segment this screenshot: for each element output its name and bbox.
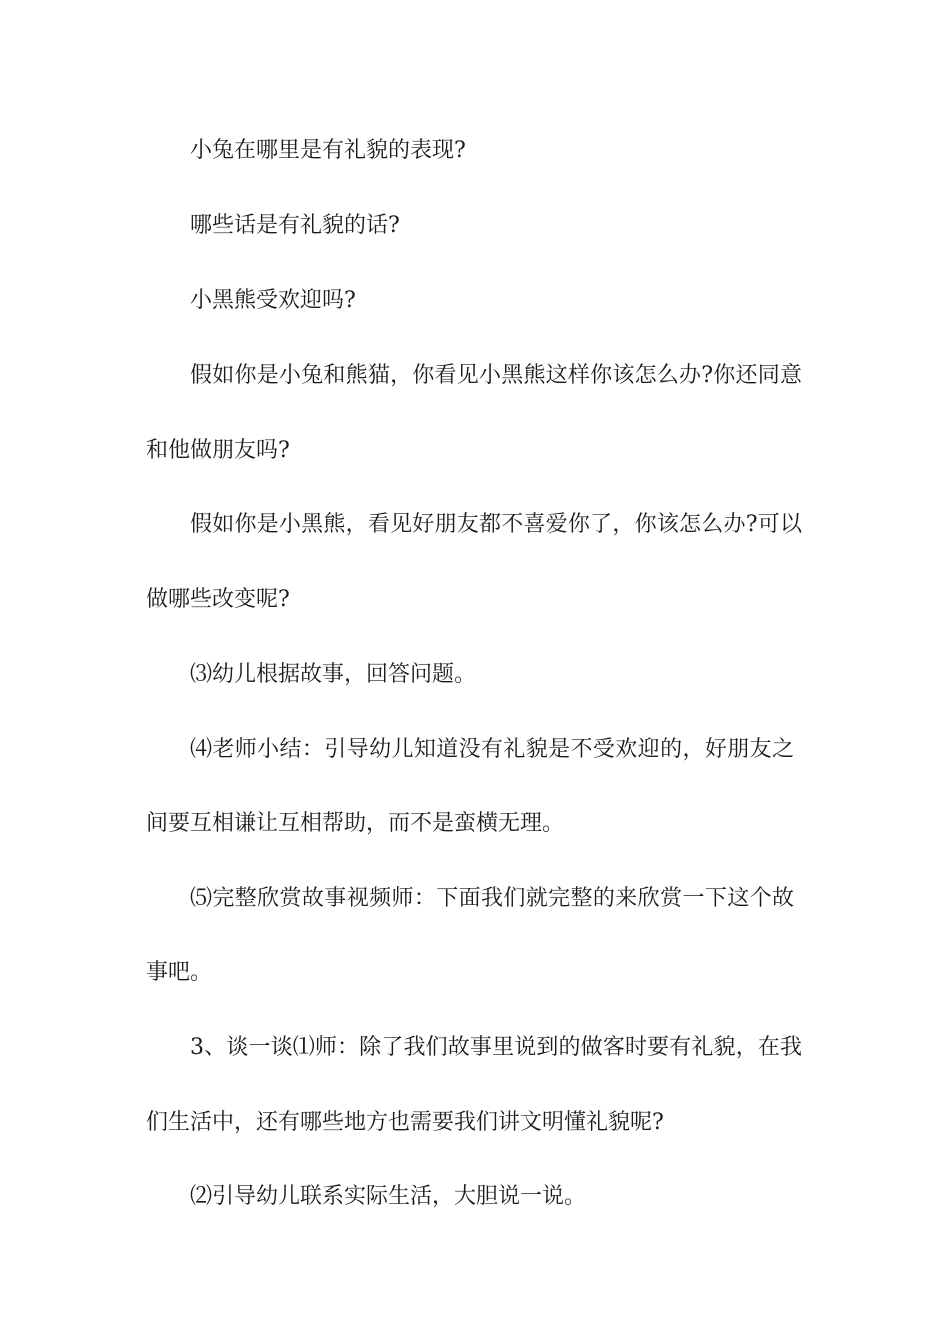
paragraph-line: 3、谈一谈⑴师：除了我们故事里说到的做客时要有礼貌，在我	[190, 1035, 802, 1060]
paragraph-line: 和他做朋友吗?	[146, 438, 290, 463]
paragraph-line: 假如你是小兔和熊猫，你看见小黑熊这样你该怎么办?你还同意	[190, 363, 802, 388]
paragraph-line: 事吧。	[146, 960, 213, 985]
paragraph-line: 小兔在哪里是有礼貌的表现?	[190, 138, 466, 163]
paragraph-line: 假如你是小黑熊，看见好朋友都不喜爱你了，你该怎么办?可以	[190, 512, 802, 537]
paragraph-line: ⑷老师小结：引导幼儿知道没有礼貌是不受欢迎的，好朋友之	[190, 737, 794, 762]
paragraph-line: 小黑熊受欢迎吗?	[190, 288, 356, 313]
paragraph-line: 哪些话是有礼貌的话?	[190, 213, 400, 238]
paragraph-line: 间要互相谦让互相帮助，而不是蛮横无理。	[146, 811, 565, 836]
paragraph-line: ⑶幼儿根据故事，回答问题。	[190, 662, 477, 687]
paragraph-line: ⑵引导幼儿联系实际生活，大胆说一说。	[190, 1184, 587, 1209]
paragraph-line: ⑸完整欣赏故事视频师：下面我们就完整的来欣赏一下这个故	[190, 886, 794, 911]
paragraph-line: 们生活中，还有哪些地方也需要我们讲文明懂礼貌呢?	[146, 1110, 664, 1135]
paragraph-line: 做哪些改变呢?	[146, 587, 290, 612]
